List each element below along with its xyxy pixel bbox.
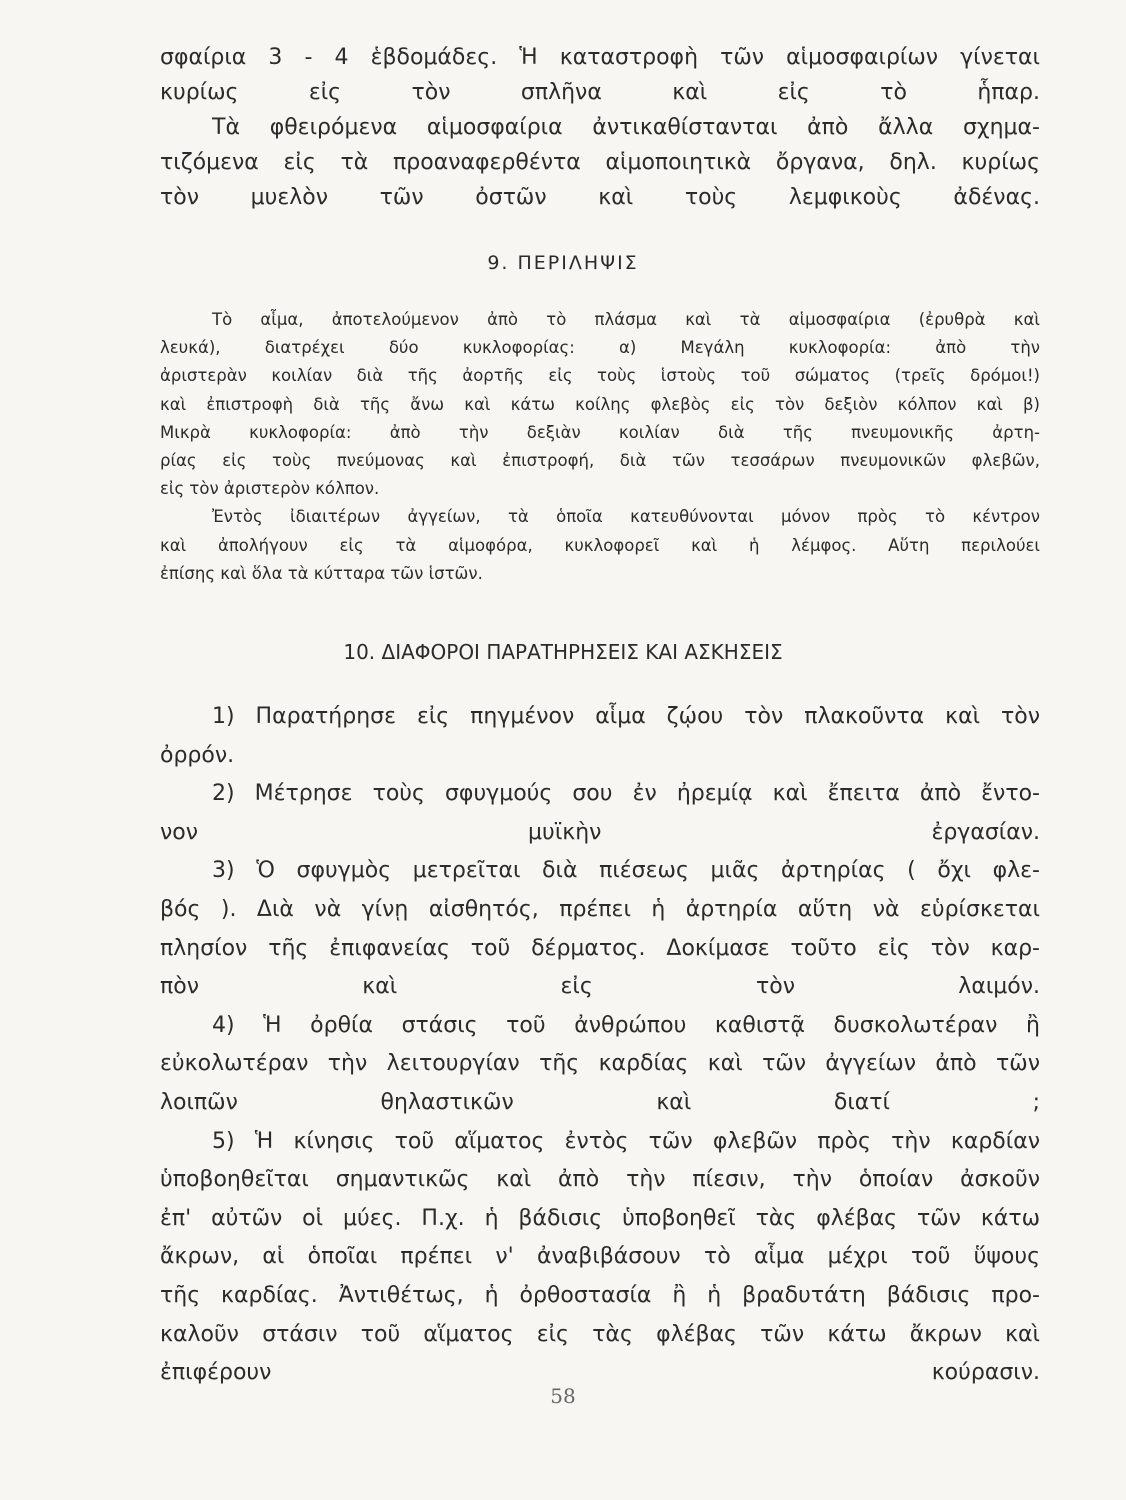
text-line: πλησίον τῆς ἐπιφανείας τοῦ δέρματος. Δοκίμασε τοῦτο εἰς τὸν καρ- [160,935,1040,961]
text-line: βός ). Διὰ νὰ γίνῃ αἰσθητός, πρέπει ἡ ἀρτηρία αὕτη νὰ εὑρίσκεται [160,896,1040,922]
text-line: Τὸ αἷμα, ἀποτελούμενον ἀπὸ τὸ πλάσμα καὶ τὰ αἱμοσφαίρια (ἐρυθρὰ καὶ [212,310,1040,329]
page-number: 58 [550,1384,576,1408]
text-line: 1) Παρατήρησε εἰς πηγμένον αἷμα ζῴου τὸν πλακοῦντα καὶ τὸν [212,704,1040,729]
text-line: σφαίρια 3 - 4 ἑβδομάδες. Ἡ καταστροφὴ τῶν αἱμοσφαιρίων γίνεται [160,45,1040,70]
text-line: ἀριστερὰν κοιλίαν διὰ τῆς ἀορτῆς εἰς τοὺς ἱστοὺς τοῦ σώματος (τρεῖς δρόμοι!) [160,366,1040,386]
section-10-heading: 10. ΔΙΑΦΟΡΟΙ ΠΑΡΑΤΗΡΗΣΕΙΣ ΚΑΙ ΑΣΚΗΣΕΙΣ [343,640,783,664]
text-line: καλοῦν στάσιν τοῦ αἵματος εἰς τὰς φλέβας τῶν κάτω ἄκρων καὶ [160,1321,1040,1347]
text-line: 3) Ὁ σφυγμὸς μετρεῖται διὰ πιέσεως μιᾶς ἀρτηρίας ( ὄχι φλε- [212,858,1040,884]
text-line: λοιπῶν θηλαστικῶν καὶ διατί ; [160,1089,1040,1115]
text-line: ὑποβοηθεῖται σημαντικῶς καὶ ἀπὸ τὴν πίεσιν, τὴν ὁποίαν ἀσκοῦν [160,1167,1040,1193]
section-9-heading: 9. ΠΕΡΙΛΗΨΙΣ [487,252,639,274]
text-line: Ἐντὸς ἰδιαιτέρων ἀγγείων, τὰ ὁποῖα κατευθύνονται μόνον πρὸς τὸ κέντρον [212,507,1040,527]
text-line: νον μυϊκὴν ἐργασίαν. [160,819,1040,845]
exercises-list [160,698,1040,1393]
intro-paragraph [160,40,1040,215]
text-line: τῆς καρδίας. Ἀντιθέτως, ἡ ὀρθοστασία ἢ ἡ βραδυτάτη βάδισις προ- [160,1282,1040,1308]
text-line: τὸν μυελὸν τῶν ὀστῶν καὶ τοὺς λεμφικοὺς ἀδένας. [160,185,1040,210]
text-line: λευκά), διατρέχει δύο κυκλοφορίας: α) Μεγάλη κυκλοφορία: ἀπὸ τὴν [160,338,1040,358]
text-line: κυρίως εἰς τὸν σπλῆνα καὶ εἰς τὸ ἧπαρ. [160,80,1040,105]
text-line: εὐκολωτέραν τὴν λειτουργίαν τῆς καρδίας καὶ τῶν ἀγγείων ἀπὸ τῶν [160,1051,1040,1077]
text-line: Τὰ φθειρόμενα αἱμοσφαίρια ἀντικαθίστανται ἀπὸ ἄλλα σχημα- [212,115,1040,140]
text-line: καὶ ἐπιστροφὴ διὰ τῆς ἄνω καὶ κάτω κοίλης φλεβὸς εἰς τὸν δεξιὸν κόλπον καὶ β) [160,394,1040,414]
text-line: Μικρὰ κυκλοφορία: ἀπὸ τὴν δεξιὰν κοιλίαν διὰ τῆς πνευμονικῆς ἀρτη- [160,422,1040,442]
text-line: τιζόμενα εἰς τὰ προαναφερθέντα αἱμοποιητικὰ ὄργανα, δηλ. κυρίως [160,150,1040,175]
text-line: 5) Ἡ κίνησις τοῦ αἵματος ἐντὸς τῶν φλεβῶν πρὸς τὴν καρδίαν [212,1128,1040,1154]
text-line: ἐπιφέρουν κούρασιν. [160,1360,1040,1386]
text-line: εἰς τὸν ἀριστερὸν κόλπον. [160,479,380,499]
text-line: ρίας εἰς τοὺς πνεύμονας καὶ ἐπιστροφή, διὰ τῶν τεσσάρων πνευμονικῶν φλεβῶν, [160,451,1040,471]
summary-paragraph [160,306,1040,588]
text-line: ἄκρων, αἱ ὁποῖαι πρέπει ν' ἀναβιβάσουν τὸ αἷμα μέχρι τοῦ ὕψους [160,1244,1040,1270]
text-line: πὸν καὶ εἰς τὸν λαιμόν. [160,974,1040,1000]
text-line: ἐπ' αὐτῶν οἱ μύες. Π.χ. ἡ βάδισις ὑποβοηθεῖ τὰς φλέβας τῶν κάτω [160,1205,1040,1231]
text-line: ὀρρόν. [160,742,235,768]
text-line: ἐπίσης καὶ ὅλα τὰ κύτταρα τῶν ἱστῶν. [160,563,483,583]
text-line: 4) Ἡ ὀρθία στάσις τοῦ ἀνθρώπου καθιστᾷ δυσκολωτέραν ἢ [212,1012,1040,1038]
text-line: 2) Μέτρησε τοὺς σφυγμούς σου ἐν ἠρεμίᾳ καὶ ἔπειτα ἀπὸ ἔντο- [212,781,1040,807]
text-line: καὶ ἀπολήγουν εἰς τὰ αἱμοφόρα, κυκλοφορεῖ καὶ ἡ λέμφος. Αὕτη περιλούει [160,535,1040,555]
